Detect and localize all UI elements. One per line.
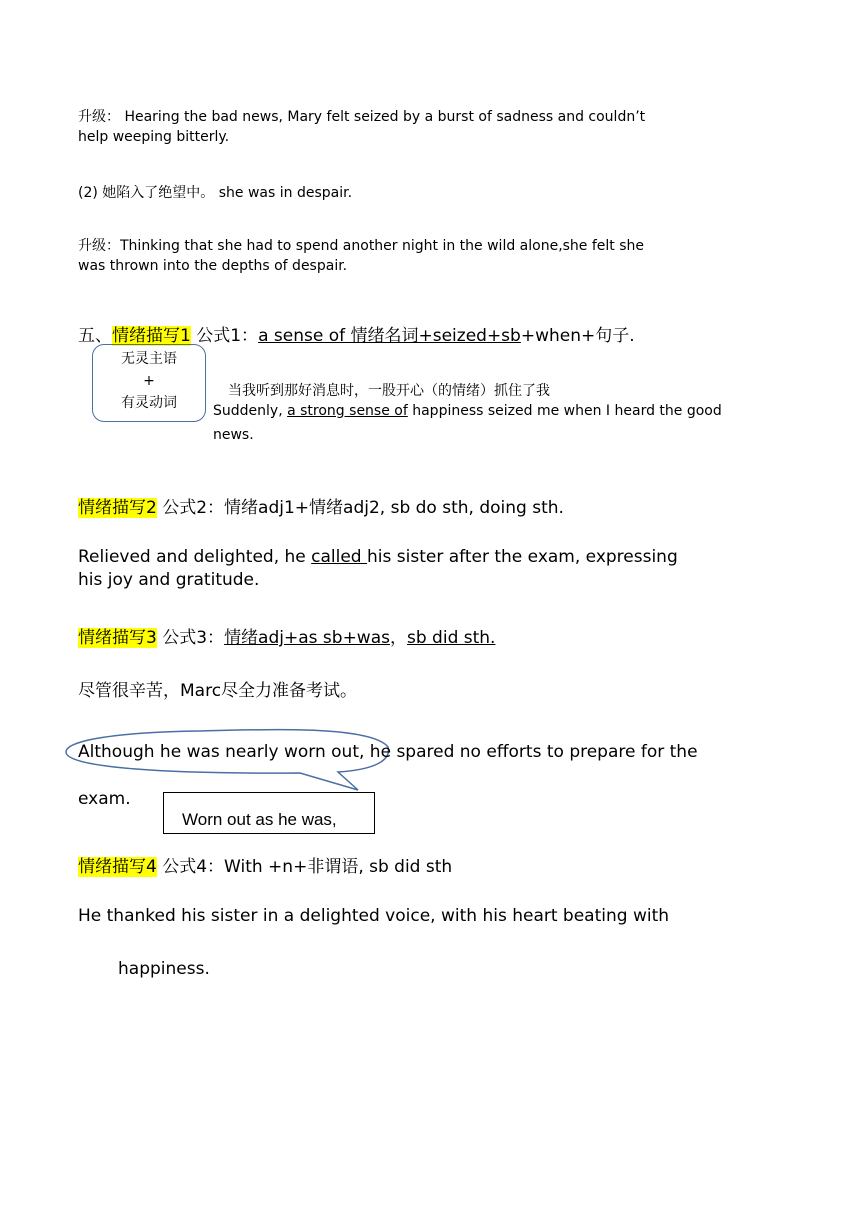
example-1-english [213,403,722,419]
example-3-english: Although he was nearly worn out, he spared no efforts to prepare for the [78,742,698,762]
formula-2: 公式2：情绪adj1+情绪adj2, sb do sth, doing sth. [156,498,564,518]
example-1-english-cont: news. [213,427,254,443]
formula-3-sep: ， [390,628,407,648]
highlight-tag-4: 情绪描写4 [78,857,157,877]
upgrade-sentence-1: 升级： Hearing the bad news, Mary felt seized by a burst of sadness and couldn’t [78,109,646,125]
section-prefix: 五、 [78,326,112,346]
example-1-chinese: 当我听到那好消息时，一股开心（的情绪）抓住了我 [228,383,550,399]
formula-label-1: 公式1： [190,326,259,346]
formula-1-tail: +when+句子. [520,326,635,346]
highlight-tag-1: 情绪描写1 [112,326,191,346]
formula-3a: 情绪adj+as sb+was [224,628,390,648]
upgrade-sentence-1-cont: help weeping bitterly. [78,129,230,145]
callout-line-1: 无灵主语 [121,351,177,367]
example-4-english-cont: happiness. [118,959,210,979]
example-2-english [78,547,678,567]
formula-3b: sb did sth. [407,628,496,648]
formula-4: 公式4：With +n+非谓语, sb did sth [156,857,453,877]
formula-label-3: 公式3： [156,628,225,648]
callout-box [92,344,206,422]
example-3-chinese: 尽管很辛苦，Marc尽全力准备考试。 [78,681,358,701]
section-heading-3 [78,623,495,648]
rewrite-note: Worn out as he was, [182,810,337,829]
callout-line-3: 有灵动词 [121,395,177,411]
rewrite-note-box [163,792,375,834]
example-2-post: his sister after the exam, expressing [367,547,678,567]
highlight-tag-2: 情绪描写2 [78,498,157,518]
upgrade-sentence-2-cont: was thrown into the depths of despair. [78,258,348,274]
example-2-english-cont: his joy and gratitude. [78,570,260,590]
formula-1: a sense of 情绪名词+seized+sb [258,326,521,346]
section-heading-1 [78,321,635,346]
example-2-underlined: called [311,547,368,567]
example-2: (2) 她陷入了绝望中。 she was in despair. [78,185,353,201]
callout-line-2: + [143,373,155,389]
example-1-post: happiness seized me when I heard the good [407,403,722,419]
example-2-pre: Relieved and delighted, he [78,547,312,567]
example-1-underlined: a strong sense of [287,403,408,419]
upgrade-sentence-2: 升级：Thinking that she had to spend another night in the wild alone,she felt she [78,238,645,254]
example-4-english: He thanked his sister in a delighted voice, with his heart beating with [78,906,670,926]
example-1-pre: Suddenly, [213,403,288,419]
example-3-english-cont: exam. [78,789,131,809]
highlight-tag-3: 情绪描写3 [78,628,157,648]
section-heading-4 [78,852,452,877]
section-heading-2 [78,493,564,518]
